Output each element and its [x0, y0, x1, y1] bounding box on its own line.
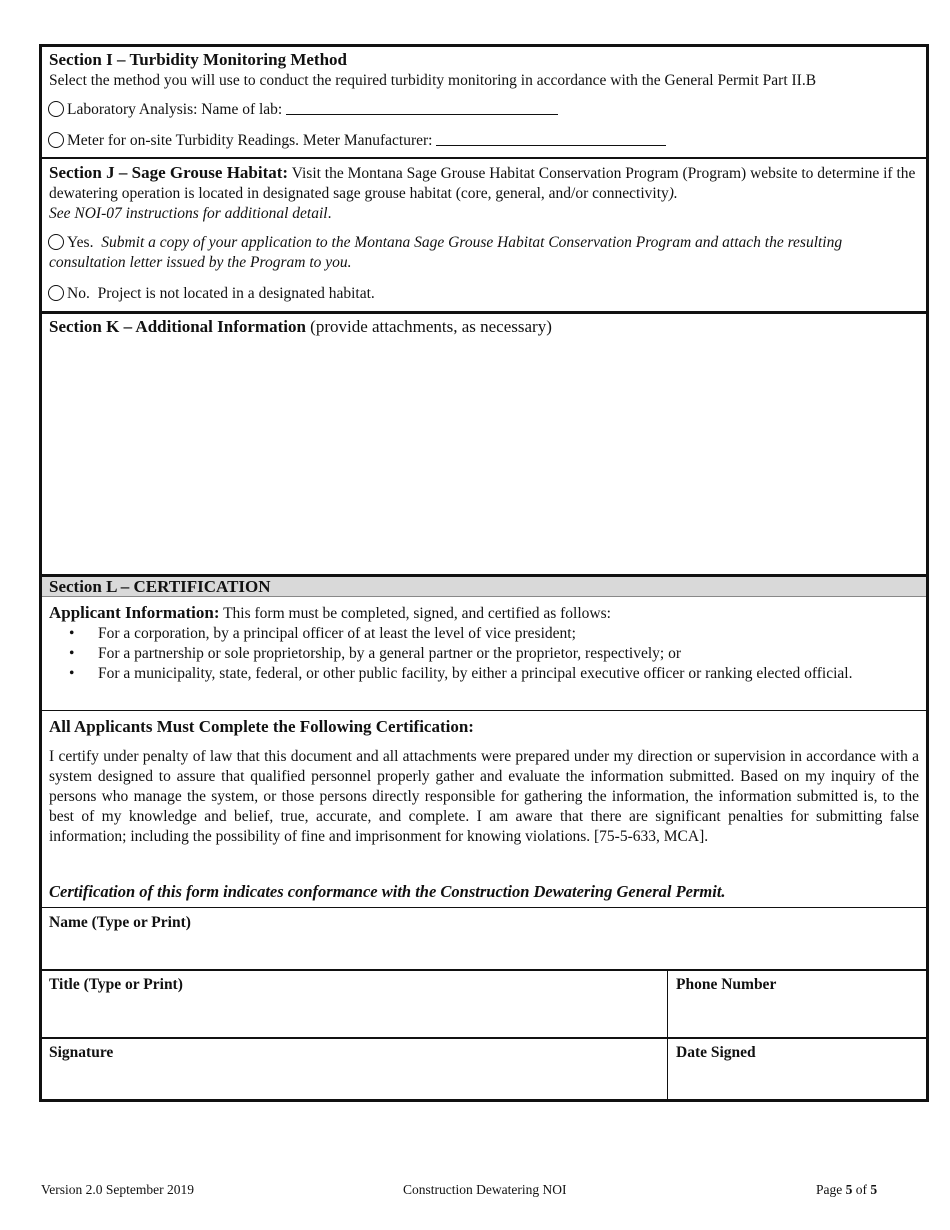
applicant-info-label: Applicant Information:	[49, 603, 220, 622]
form-frame	[39, 44, 929, 1102]
footer-page-number	[816, 1182, 877, 1198]
applicant-info	[42, 600, 926, 710]
option-meter-label: Meter for on-site Turbidity Readings. Meter Manufacturer:	[67, 132, 433, 149]
additional-info-area[interactable]	[42, 342, 926, 572]
section-j	[42, 159, 926, 313]
applicant-info-text: This form must be completed, signed, and certified as follows:	[223, 605, 611, 622]
date-signed-label: Date Signed	[676, 1044, 756, 1061]
phone-field[interactable]	[669, 970, 926, 1037]
section-j-title: Section J – Sage Grouse Habitat:	[49, 163, 289, 182]
section-k-title: Section K – Additional Information	[49, 317, 306, 336]
list-item: • For a corporation, by a principal officer of at least the level of vice president;	[42, 624, 919, 644]
conformance-statement: Certification of this form indicates conformance with the Construction Dewatering General Permit.	[49, 882, 726, 901]
option-yes-row: Yes. Submit a copy of your application to the Montana Sage Grouse Habitat Conservation Program and attach the resulting consultation letter issued by the Program to you.	[49, 234, 843, 271]
page-of: of	[852, 1182, 871, 1197]
radio-lab[interactable]	[48, 101, 64, 117]
title-field[interactable]	[42, 970, 668, 1037]
page-total: 5	[870, 1182, 878, 1197]
phone-label: Phone Number	[676, 976, 777, 993]
section-j-body: Visit the Montana Sage Grouse Habitat Conservation Program (Program) website to determine if the dewatering operation is located in designated sage grouse habitat (core, general, and/or connectivity	[49, 165, 916, 202]
certification-statement	[42, 712, 926, 907]
section-j-note-end: .	[327, 205, 332, 222]
cert-text: I certify under penalty of law that this document and all attachments were prepared under my direction or supervision in accordance with a system designed to assure that qualified personnel properly gather and evaluate the information submitted. Based on my inquiry of the persons who manage the system, or those persons directly responsible for gathering the information, the information submitted is, to the best of my knowledge and belief, true, accurate, and complete. I am aware that there are significant penalties for submitting false information; including the possibility of fine and imprisonment for knowing violations. [75-5-633, MCA].	[49, 748, 919, 845]
option-meter-row	[49, 130, 919, 151]
section-l-header	[42, 574, 926, 597]
page-current: 5	[845, 1182, 853, 1197]
signature-label: Signature	[49, 1044, 114, 1061]
footer-doc-name: Construction Dewatering NOI	[403, 1182, 567, 1197]
divider	[42, 710, 926, 711]
page-prefix: Page	[816, 1182, 846, 1197]
footer-version: Version 2.0 September 2019	[41, 1182, 194, 1197]
radio-yes[interactable]	[48, 234, 64, 250]
option-lab-label: Laboratory Analysis: Name of lab:	[67, 101, 283, 118]
title-label: Title (Type or Print)	[49, 976, 183, 993]
cert-heading: All Applicants Must Complete the Following Certification:	[49, 717, 474, 736]
section-k	[42, 314, 926, 574]
radio-no[interactable]	[48, 285, 64, 301]
section-i-title: Section I – Turbidity Monitoring Method	[49, 50, 348, 69]
divider	[667, 970, 668, 1102]
option-no-label: No.	[67, 285, 90, 302]
lab-name-field[interactable]	[286, 99, 558, 115]
section-i	[42, 47, 926, 159]
applicant-bullets	[42, 624, 919, 684]
signature-field[interactable]	[42, 1038, 668, 1102]
name-field[interactable]	[42, 908, 926, 969]
list-item: • For a partnership or sole proprietorship, by a general partner or the proprietor, respectively; or	[42, 644, 919, 664]
option-no-row	[49, 284, 919, 304]
option-yes-label: Yes	[67, 234, 90, 251]
meter-manufacturer-field[interactable]	[436, 130, 666, 146]
section-i-intro: Select the method you will use to conduct the required turbidity monitoring in accordance with the General Permit Part II.B	[49, 72, 817, 89]
section-j-body-end: ).	[668, 185, 678, 202]
option-lab-row	[49, 99, 919, 120]
section-l-title: Section L – CERTIFICATION	[49, 577, 271, 596]
option-no-text: Project is not located in a designated habitat.	[97, 285, 375, 302]
radio-meter[interactable]	[48, 132, 64, 148]
name-label: Name (Type or Print)	[49, 914, 191, 931]
date-signed-field[interactable]	[669, 1038, 926, 1102]
list-item: • For a municipality, state, federal, or other public facility, by either a principal executive officer or ranking elected official.	[42, 664, 919, 684]
section-k-subtitle: (provide attachments, as necessary)	[310, 317, 552, 336]
section-j-note: See NOI-07 instructions for additional detail	[49, 205, 328, 222]
option-yes-text: Submit a copy of your application to the Montana Sage Grouse Habitat Conservation Program and attach the resulting consultation letter issued by the Program to you.	[49, 234, 843, 271]
